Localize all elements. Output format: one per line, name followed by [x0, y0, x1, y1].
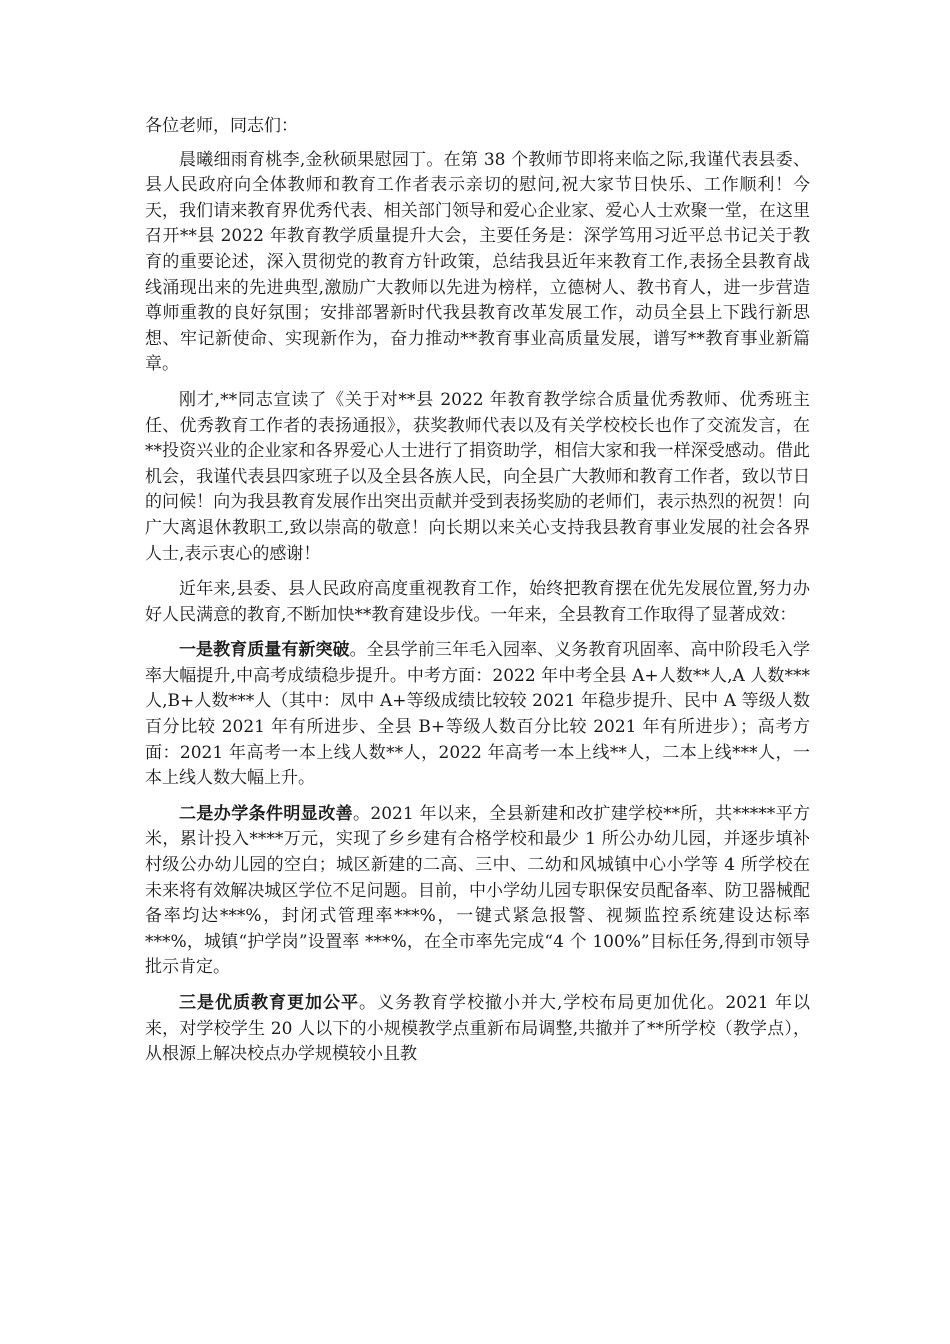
paragraph-school-conditions [145, 802, 810, 981]
paragraph-education-quality [145, 638, 810, 792]
paragraph-opening [145, 148, 810, 378]
salutation: 各位老师，同志们： [145, 116, 298, 136]
paragraph-lead: 三是优质教育更加公平 [179, 993, 359, 1013]
paragraph-text: 。义务教育学校撤小并大,学校布局更加优化。2021 年以来，对学校学生 20 人以下的小规模教学点重新布局调整,共撤并了**所学校（教学点），从根源上解决校点办学规模较小且教 [145, 993, 811, 1065]
paragraph-achievements-intro [145, 577, 810, 628]
document-body [145, 114, 810, 1078]
paragraph-lead: 一是教育质量有新突破 [179, 640, 350, 661]
paragraph-text: 近年来,县委、县人民政府高度重视教育工作，始终把教育摆在优先发展位置,努力办好人民满意的教育,不断加快**教育建设步伐。一年来，全县教育工作取得了显著成效： [145, 579, 810, 625]
paragraph-commendation [145, 388, 810, 567]
paragraph-text: 。全县学前三年毛入园率、义务教育巩固率、高中阶段毛入学率大幅提升,中高考成绩稳步提升。中考方面：2022 年中考全县 A+人数**人,A 人数***人,B+人数***人（其中：凤中 A+等级成绩比较较 2021 年稳步提升、民中 A 等级人数百分比较 2021 年有所进步、全县 B+等级人数百分比较 2021 年有所进步）；高考方面：2021 年高考一本上线人数**人，2022 年高考一本上线**人，二本上线***人，一本上线人数大幅上升。 [145, 640, 811, 789]
paragraph-text: 晨曦细雨育桃李,金秋硕果慰园丁。在第 38 个教师节即将来临之际,我谨代表县委、县人民政府向全体教师和教育工作者表示亲切的慰问,祝大家节日快乐、工作顺利！今天，我们请来教育界优秀代表、相关部门领导和爱心企业家、爱心人士欢聚一堂，在这里召开**县 2022 年教育教学质量提升大会，主要任务是：深学笃用习近平总书记关于教育的重要论述，深入贯彻党的教育方针政策，总结我县近年来教育工作,表扬全县教育战线涌现出来的先进典型,激励广大教师以先进为榜样，立德树人、教书育人，进一步营造尊师重教的良好氛围；安排部署新时代我县教育改革发展工作，动员全县上下践行新思想、牢记新使命、实现新作为，奋力推动**教育事业高质量发展，谱写**教育事业新篇章。 [145, 149, 810, 375]
paragraph-lead: 二是办学条件明显改善 [179, 803, 354, 824]
paragraph-education-fairness [145, 991, 810, 1068]
paragraph-text: 。2021 年以来，全县新建和改扩建学校**所，共*****平方米，累计投入****万元，实现了乡乡建有合格学校和最少 1 所公办幼儿园，并逐步填补村级公办幼儿园的空白；城区新建的二高、三中、二幼和风城镇中心小学等 4 所学校在未来将有效解决城区学位不足问题。目前，中小学幼儿园专职保安员配备率、防卫器械配备率均达***%，封闭式管理率***%，一键式紧急报警、视频监控系统建设达标率***%，城镇“护学岗”设置率 ***%，在全市率先完成“4 个 100%”目标任务,得到市领导批示肯定。 [145, 803, 811, 978]
paragraph-text: 刚才,**同志宣读了《关于对**县 2022 年教育教学综合质量优秀教师、优秀班主任、优秀教育工作者的表扬通报》，获奖教师代表以及有关学校校长也作了交流发言，在**投资兴业的企业家和各界爱心人士进行了捐资助学，相信大家和我一样深受感动。借此机会，我谨代表县四家班子以及全县各族人民，向全县广大教师和教育工作者，致以节日的问候！向为我县教育发展作出突出贡献并受到表扬奖励的老师们，表示热烈的祝贺！向广大离退休教职工,致以崇高的敬意！向长期以来关心支持我县教育事业发展的社会各界人士,表示衷心的感谢！ [145, 389, 810, 564]
